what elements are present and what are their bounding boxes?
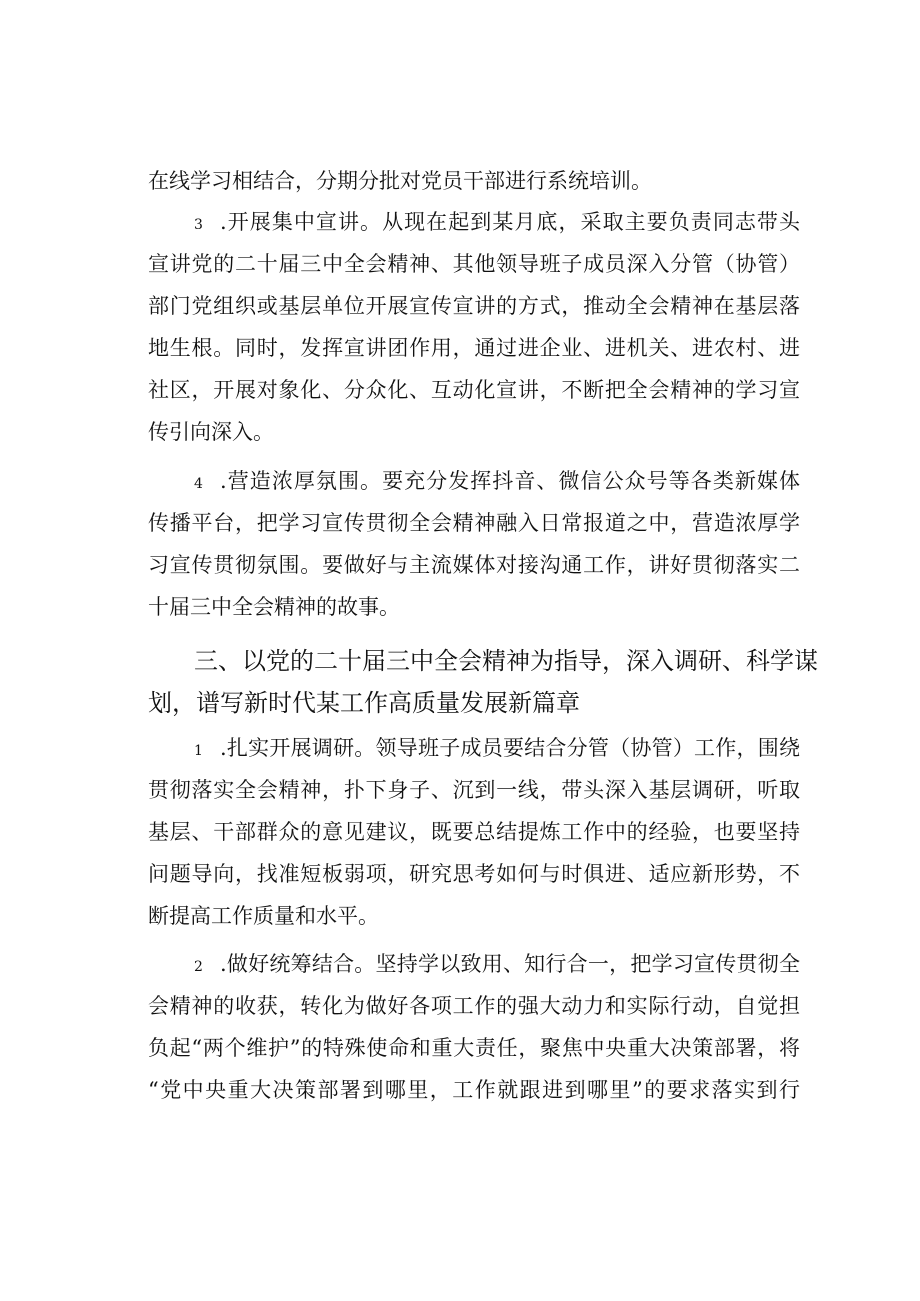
- numbered-item-first-line: [194, 466, 800, 496]
- paragraph-line: 习宣传贯彻氛围。要做好与主流媒体对接沟通工作，讲好贯彻落实二: [148, 553, 800, 577]
- item-text: .营造浓厚氛围。要充分发挥抖音、微信公众号等各类新媒体: [220, 469, 800, 493]
- paragraph-line: 贯彻落实全会精神，扑下身子、沉到一线，带头深入基层调研，听取: [148, 778, 800, 802]
- paragraph-line: 会精神的收获，转化为做好各项工作的强大动力和实际行动，自觉担: [148, 994, 800, 1018]
- item-number: 1: [194, 743, 203, 759]
- paragraph-line: 负起“两个维护”的特殊使命和重大责任，聚焦中央重大决策部署，将: [148, 1036, 800, 1060]
- paragraph-line: 问题导向，找准短板弱项，研究思考如何与时俱进、适应新形势，不: [148, 862, 800, 886]
- paragraph-line: 十届三中全会精神的故事。: [148, 595, 400, 619]
- section-heading: 三、以党的二十届三中全会精神为指导，深入调研、科学谋: [194, 647, 818, 675]
- item-number: 3: [194, 217, 203, 233]
- item-text: .做好统筹结合。坚持学以致用、知行合一，把学习宣传贯彻全: [220, 952, 800, 976]
- numbered-item-first-line: [194, 207, 800, 237]
- paragraph-line: 断提高工作质量和水平。: [148, 904, 379, 928]
- item-number: 2: [194, 959, 203, 975]
- paragraph-line: 基层、干部群众的意见建议，既要总结提炼工作中的经验，也要坚持: [148, 820, 800, 844]
- numbered-item-first-line: [194, 733, 800, 763]
- paragraph-line: 宣讲党的二十届三中全会精神、其他领导班子成员深入分管（协管）: [148, 252, 800, 276]
- section-heading-continuation: 划，谱写新时代某工作高质量发展新篇章: [148, 689, 580, 717]
- paragraph-line: 社区，开展对象化、分众化、互动化宣讲，不断把全会精神的学习宣: [148, 378, 800, 402]
- paragraph-line: “党中央重大决策部署到哪里，工作就跟进到哪里”的要求落实到行: [148, 1078, 800, 1102]
- paragraph-line: 传播平台，把学习宣传贯彻全会精神融入日常报道之中，营造浓厚学: [148, 511, 800, 535]
- numbered-item-first-line: [194, 949, 800, 979]
- item-text: .扎实开展调研。领导班子成员要结合分管（协管）工作，围绕: [220, 736, 800, 760]
- paragraph-line: 部门党组织或基层单位开展宣传宣讲的方式，推动全会精神在基层落: [148, 294, 800, 318]
- paragraph-line: 在线学习相结合，分期分批对党员干部进行系统培训。: [148, 169, 652, 193]
- paragraph-line: 传引向深入。: [148, 420, 274, 444]
- item-number: 4: [194, 476, 203, 492]
- item-text: .开展集中宣讲。从现在起到某月底，采取主要负责同志带头: [220, 210, 800, 234]
- paragraph-line: 地生根。同时，发挥宣讲团作用，通过进企业、进机关、进农村、进: [148, 336, 800, 360]
